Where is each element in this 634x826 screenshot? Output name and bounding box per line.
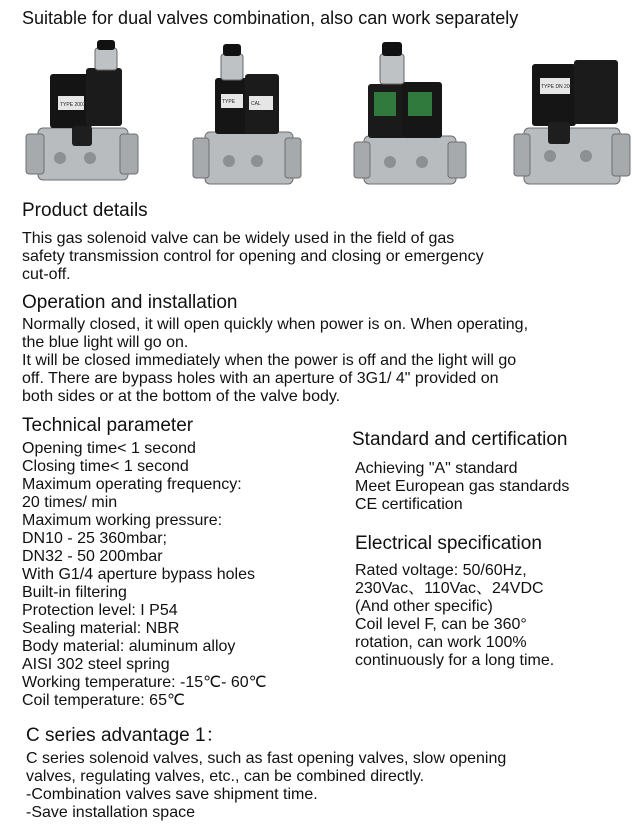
product-photo-4 [512, 36, 632, 196]
technical-item: Working temperature: -15℃- 60℃ [22, 674, 267, 691]
technical-item: Body material: aluminum alloy [22, 638, 236, 655]
advantage-text: C series solenoid valves, such as fast opening valves, slow opening valves, regulating valves, etc., can be combined directly. -Combination valves save shipment time. -Save installation space [26, 750, 507, 821]
product-photo-2 [185, 36, 305, 196]
technical-item: Maximum working pressure: [22, 512, 223, 529]
product-photo-1 [20, 36, 140, 196]
technical-item: Built-in filtering [22, 584, 127, 601]
electrical-list [355, 562, 625, 670]
technical-item: 20 times/ min [22, 494, 118, 511]
technical-heading: Technical parameter [22, 415, 194, 436]
svg-text:TYPE: TYPE [222, 99, 236, 105]
technical-item: AISI 302 steel spring [22, 656, 170, 673]
standard-heading: Standard and certification [352, 429, 568, 450]
technical-item: Closing time< 1 second [22, 458, 189, 475]
standard-item: CE certification [355, 496, 463, 513]
technical-item: Sealing material: NBR [22, 620, 180, 637]
electrical-item: continuously for a long time. [355, 652, 555, 669]
advantage-heading: C series advantage 1： [26, 725, 225, 746]
electrical-item: (And other specific) [355, 598, 493, 615]
product-details-text: This gas solenoid valve can be widely used in the field of gas safety transmission control for opening and closing or emergency cut-off. [22, 230, 484, 283]
svg-text:CAL: CAL [251, 101, 261, 107]
page-title: Suitable for dual valves combination, also can work separately [22, 8, 519, 28]
technical-item: DN10 - 25 360mbar; [22, 530, 167, 547]
technical-item: DN32 - 50 200mbar [22, 548, 163, 565]
standard-item: Achieving "A" standard [355, 460, 518, 477]
electrical-item: 230Vac、110Vac、24VDC [355, 580, 544, 597]
technical-item: Coil temperature: 65℃ [22, 692, 185, 709]
technical-list [22, 440, 342, 710]
svg-text:TYPE DN 2007: TYPE DN 2007 [541, 84, 576, 90]
technical-item: Protection level: I P54 [22, 602, 178, 619]
electrical-item: Rated voltage: 50/60Hz, [355, 562, 527, 579]
standard-list [355, 460, 625, 514]
operation-heading: Operation and installation [22, 292, 238, 313]
svg-text:TYPE 2007: TYPE 2007 [60, 102, 86, 108]
electrical-item: rotation, can work 100% [355, 634, 527, 651]
operation-text: Normally closed, it will open quickly when power is on. When operating, the blue light will go on. It will be closed immediately when the power is off and the light will go off. There are bypass holes with an aperture of 3G1/ 4" provided on both sides or at the bottom of the valve body. [22, 316, 529, 405]
technical-item: Opening time< 1 second [22, 440, 196, 457]
product-photo-3 [350, 36, 470, 196]
standard-item: Meet European gas standards [355, 478, 570, 495]
electrical-heading: Electrical specification [355, 533, 542, 554]
technical-item: With G1/4 aperture bypass holes [22, 566, 256, 583]
electrical-item: Coil level F, can be 360° [355, 616, 527, 633]
product-details-heading: Product details [22, 200, 148, 221]
technical-item: Maximum operating frequency: [22, 476, 242, 493]
